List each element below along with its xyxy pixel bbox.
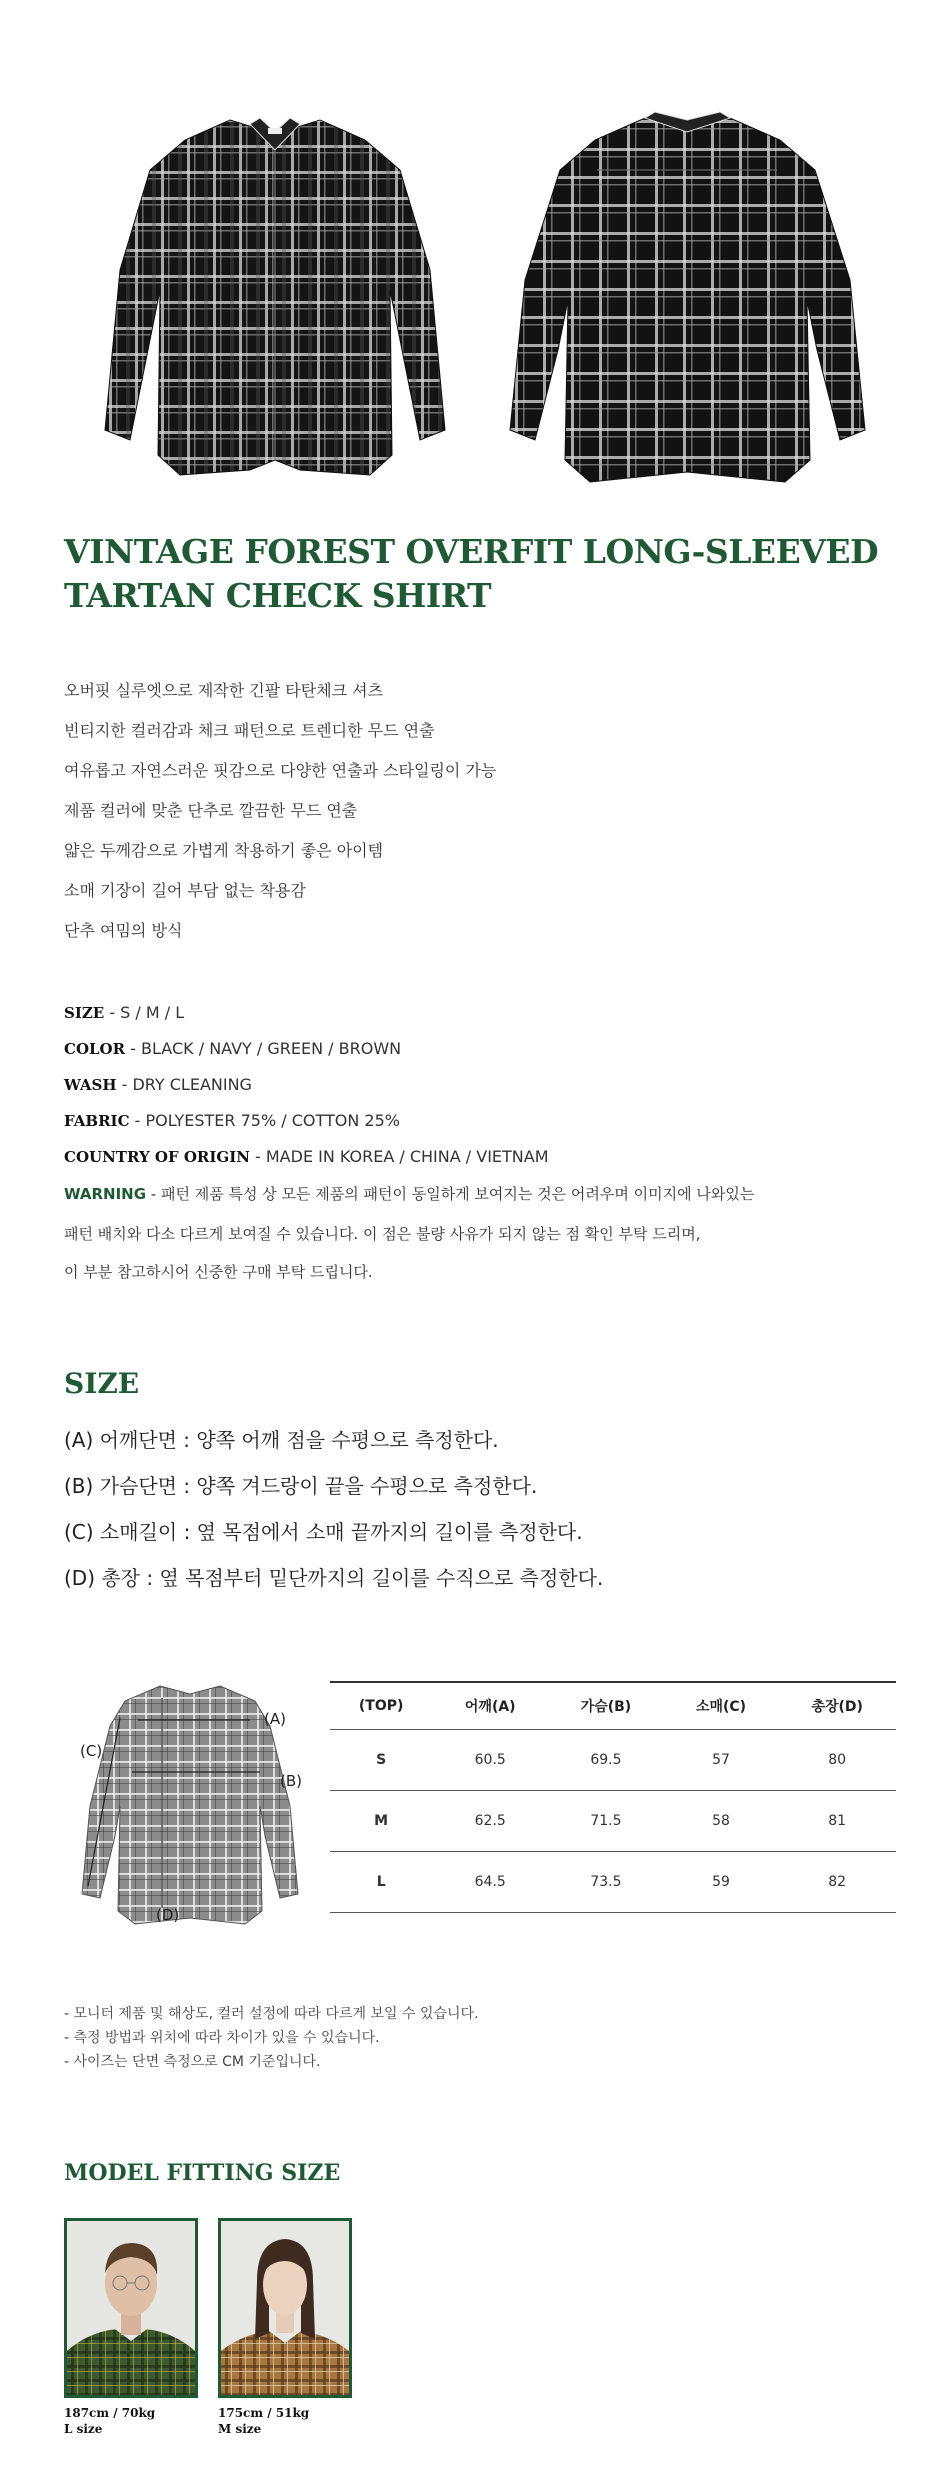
spec-color-key: COLOR (64, 1040, 126, 1058)
size-table-header-cell: 소매(C) (664, 1682, 779, 1730)
diagram-label-c: (C) (80, 1742, 103, 1760)
table-cell: 57 (664, 1730, 779, 1791)
model-male-height-weight: 187cm / 70kg (64, 2406, 156, 2420)
diagram-label-a: (A) (264, 1710, 286, 1728)
spec-warning-line3: 이 부분 참고하시어 신중한 구매 부탁 드립니다. (64, 1263, 373, 1281)
spec-warning-line2: 패턴 배치와 다소 다르게 보여질 수 있습니다. 이 점은 불량 사유가 되지 않는 점 확인 부탁 드리며, (64, 1225, 701, 1243)
table-cell: 82 (778, 1852, 896, 1913)
table-cell: L (330, 1852, 432, 1913)
table-row (330, 1791, 896, 1852)
model-photo-male (64, 2218, 198, 2398)
table-cell: 69.5 (548, 1730, 664, 1791)
spec-fabric-value: - POLYESTER 75% / COTTON 25% (129, 1111, 400, 1130)
product-photo-back (505, 110, 870, 490)
table-cell: 80 (778, 1730, 896, 1791)
model-male-size: L size (64, 2422, 103, 2436)
description-line: 소매 기장이 길어 부담 없는 착용감 (64, 881, 306, 900)
size-table-header (330, 1682, 896, 1730)
table-cell: 62.5 (432, 1791, 548, 1852)
table-cell: 60.5 (432, 1730, 548, 1791)
spec-color-value: - BLACK / NAVY / GREEN / BROWN (125, 1039, 402, 1058)
spec-wash-value: - DRY CLEANING (116, 1075, 252, 1094)
table-cell: 81 (778, 1791, 896, 1852)
spec-wash (64, 1075, 252, 1094)
size-note: - 모니터 제품 및 해상도, 컬러 설정에 따라 다르게 보일 수 있습니다. (64, 2006, 479, 2022)
product-title-line2: TARTAN CHECK SHIRT (64, 576, 492, 615)
description-line: 얇은 두께감으로 가볍게 착용하기 좋은 아이템 (64, 841, 384, 860)
spec-size-key: SIZE (64, 1004, 105, 1022)
spec-fabric (64, 1111, 400, 1130)
model-caption-female (218, 2405, 309, 2437)
spec-origin-value: - MADE IN KOREA / CHINA / VIETNAM (249, 1147, 549, 1166)
size-table-header-cell: 어깨(A) (432, 1682, 548, 1730)
table-row (330, 1852, 896, 1913)
description-line: 제품 컬러에 맞춘 단추로 깔끔한 무드 연출 (64, 801, 358, 820)
measure-line-b: (B) 가슴단면 : 양쪽 겨드랑이 끝을 수평으로 측정한다. (64, 1474, 538, 1498)
spec-color (64, 1039, 401, 1058)
size-table (330, 1681, 896, 1913)
description-line: 단추 여밈의 방식 (64, 921, 183, 940)
spec-wash-key: WASH (64, 1076, 117, 1094)
model-fitting-heading: MODEL FITTING SIZE (64, 2160, 341, 2186)
diagram-label-d: (D) (156, 1906, 180, 1924)
measure-line-c: (C) 소매길이 : 옆 목점에서 소매 끝까지의 길이를 측정한다. (64, 1520, 583, 1544)
table-cell: 64.5 (432, 1852, 548, 1913)
spec-origin (64, 1147, 549, 1166)
table-cell: 59 (664, 1852, 779, 1913)
shirt-back-image (505, 110, 870, 490)
model-male-image (67, 2221, 195, 2395)
spec-fabric-key: FABRIC (64, 1112, 130, 1130)
table-cell: 73.5 (548, 1852, 664, 1913)
model-caption-male (64, 2405, 155, 2437)
measure-line-a: (A) 어깨단면 : 양쪽 어깨 점을 수평으로 측정한다. (64, 1428, 499, 1452)
shirt-front-image (100, 110, 450, 490)
table-row (330, 1730, 896, 1791)
product-title-line1: VINTAGE FOREST OVERFIT LONG-SLEEVED (64, 532, 879, 571)
table-cell: 58 (664, 1791, 779, 1852)
spec-warning-line1: - 패턴 제품 특성 상 모든 제품의 패턴이 동일하게 보여지는 것은 어려우며 이미지에 나와있는 (146, 1185, 755, 1203)
product-photo-front (100, 110, 450, 490)
size-table-header-cell: (TOP) (330, 1682, 432, 1730)
description-line: 빈티지한 컬러감과 체크 패턴으로 트렌디한 무드 연출 (64, 721, 435, 740)
spec-size-value: - S / M / L (104, 1003, 185, 1022)
spec-size (64, 1003, 184, 1022)
description-line: 오버핏 실루엣으로 제작한 긴팔 타탄체크 셔츠 (64, 681, 384, 700)
model-female-height-weight: 175cm / 51kg (218, 2406, 310, 2420)
model-photo-female (218, 2218, 352, 2398)
size-table-header-cell: 가슴(B) (548, 1682, 664, 1730)
table-cell: S (330, 1730, 432, 1791)
size-diagram (60, 1676, 320, 1936)
measure-line-d: (D) 총장 : 옆 목점부터 밑단까지의 길이를 수직으로 측정한다. (64, 1566, 604, 1590)
table-cell: M (330, 1791, 432, 1852)
table-cell: 71.5 (548, 1791, 664, 1852)
spec-warning (64, 1183, 754, 1204)
size-note: - 측정 방법과 위치에 따라 차이가 있을 수 있습니다. (64, 2030, 380, 2046)
model-female-size: M size (218, 2422, 262, 2436)
size-heading: SIZE (64, 1367, 140, 1400)
spec-origin-key: COUNTRY OF ORIGIN (64, 1148, 250, 1166)
size-note: - 사이즈는 단면 측정으로 CM 기준입니다. (64, 2054, 321, 2070)
model-female-image (221, 2221, 349, 2395)
spec-warning-key: WARNING (64, 1185, 147, 1203)
diagram-label-b: (B) (280, 1772, 302, 1790)
size-table-header-cell: 총장(D) (778, 1682, 896, 1730)
description-line: 여유롭고 자연스러운 핏감으로 다양한 연출과 스타일링이 가능 (64, 761, 497, 780)
